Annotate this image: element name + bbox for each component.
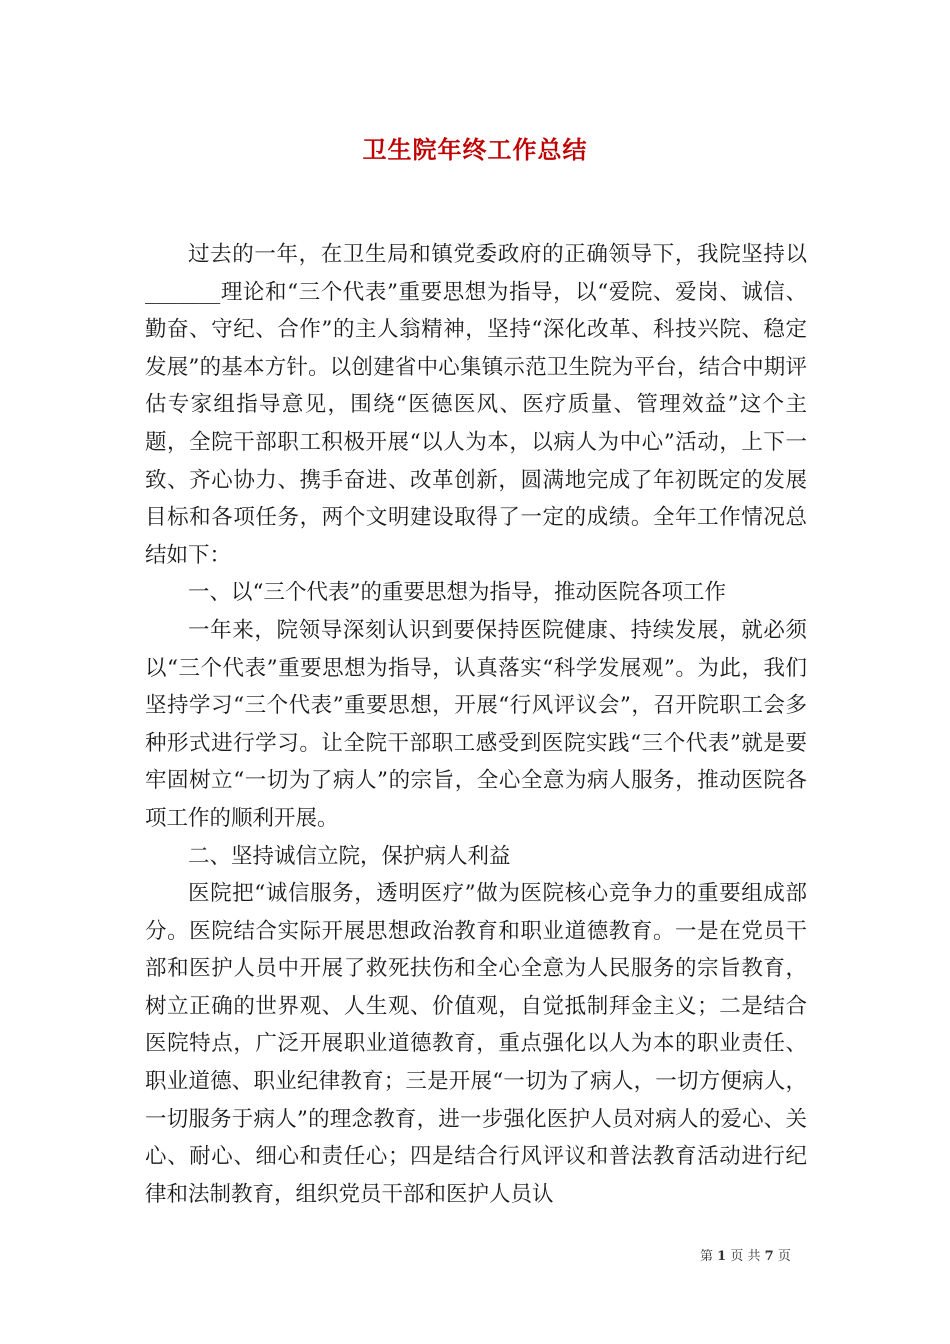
- section-heading-1: 一、以“三个代表”的重要思想为指导，推动医院各项工作: [188, 580, 726, 606]
- page-footer: [700, 1245, 791, 1264]
- footer-current-page: 1: [717, 1249, 727, 1264]
- footer-suffix: 页: [777, 1249, 791, 1264]
- intro-paragraph: 过去的一年，在卫生局和镇党委政府的正确领导下，我院坚持以_______理论和“三个代表”重要思想为指导，以“爱院、爱岗、诚信、勤奋、守纪、合作”的主人翁精神，坚持“深化改革、科技兴院、稳定发展”的基本方针。以创建省中心集镇示范卫生院为平台，结合中期评估专家组指导意见，围绕“医德医风、医疗质量、管理效益”这个主题，全院干部职工积极开展“以人为本，以病人为中心”活动，上下一致、齐心协力、携手奋进、改革创新，圆满地完成了年初既定的发展目标和各项任务，两个文明建设取得了一定的成绩。全年工作情况总结如下：: [145, 242, 807, 568]
- footer-prefix: 第: [700, 1249, 714, 1264]
- footer-total-pages: 7: [764, 1249, 774, 1264]
- section-heading-2: 二、坚持诚信立院，保护病人利益: [188, 843, 511, 869]
- footer-middle: 页 共: [730, 1249, 761, 1264]
- section-1-paragraph: 一年来，院领导深刻认识到要保持医院健康、持续发展，就必须以“三个代表”重要思想为指导，认真落实“科学发展观”。为此，我们坚持学习“三个代表”重要思想，开展“行风评议会”，召开院职工会多种形式进行学习。让全院干部职工感受到医院实践“三个代表”就是要牢固树立“一切为了病人”的宗旨，全心全意为病人服务，推动医院各项工作的顺利开展。: [145, 617, 807, 831]
- document-body: [145, 236, 807, 1213]
- section-2-paragraph: 医院把“诚信服务，透明医疗”做为医院核心竞争力的重要组成部分。医院结合实际开展思想政治教育和职业道德教育。一是在党员干部和医护人员中开展了救死扶伤和全心全意为人民服务的宗旨教育，树立正确的世界观、人生观、价值观，自觉抵制拜金主义；二是结合医院特点，广泛开展职业道德教育，重点强化以人为本的职业责任、职业道德、职业纪律教育；三是开展“一切为了病人，一切方便病人，一切服务于病人”的理念教育，进一步强化医护人员对病人的爱心、关心、耐心、细心和责任心；四是结合行风评议和普法教育活动进行纪律和法制教育，组织党员干部和医护人员认: [145, 881, 807, 1207]
- page-title: 卫生院年终工作总结: [362, 135, 588, 164]
